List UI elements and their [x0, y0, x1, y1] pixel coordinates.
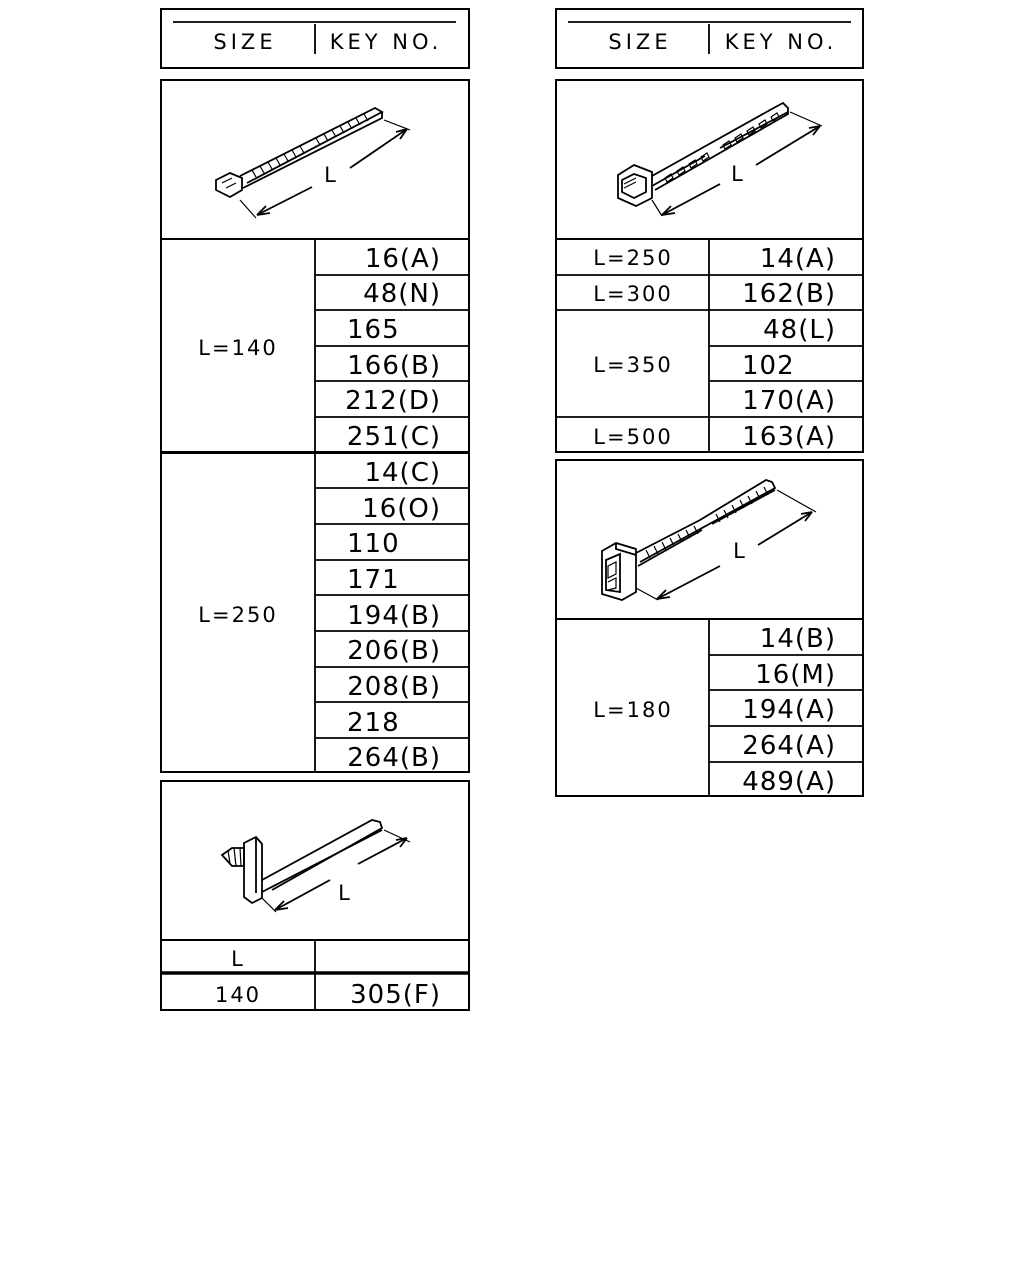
key-cell: 163(A)	[742, 422, 836, 452]
key-cell: 16(M)	[755, 660, 836, 690]
key-cell: 264(B)	[347, 743, 441, 773]
size-cell: L=180	[593, 698, 673, 722]
size-cell: L=250	[593, 246, 673, 270]
cable-tie-mount-drawing	[556, 460, 863, 619]
key-cell: 171	[347, 565, 400, 595]
left-table-l140	[161, 239, 469, 452]
key-cell: 208(B)	[347, 672, 441, 702]
clip-strap-drawing	[161, 781, 469, 940]
key-cell: 212(D)	[345, 386, 441, 416]
key-cell: 48(N)	[363, 279, 441, 309]
size-header-label: SIZE	[608, 30, 672, 54]
key-cell: 16(A)	[364, 244, 441, 274]
dimension-label: L	[733, 539, 747, 563]
key-cell: 218	[347, 708, 400, 738]
key-cell: 14(B)	[759, 624, 836, 654]
key-cell: 14(C)	[364, 458, 441, 488]
key-cell: 48(L)	[763, 315, 836, 345]
right-table-mount	[556, 619, 863, 797]
dimension-label: L	[731, 162, 745, 186]
key-cell: 110	[347, 529, 400, 559]
size-cell: L=500	[593, 425, 673, 449]
right-size-header	[556, 9, 863, 68]
size-cell: L=250	[198, 603, 278, 627]
key-cell: 165	[347, 315, 400, 345]
key-cell: 194(A)	[742, 695, 836, 725]
key-cell: 16(O)	[362, 494, 441, 524]
dimension-label: L	[324, 163, 338, 187]
cable-tie-heavy-drawing	[556, 80, 863, 239]
key-cell: 194(B)	[347, 601, 441, 631]
size-cell: L=300	[593, 282, 673, 306]
key-cell: 14(A)	[759, 244, 836, 274]
key-cell: 170(A)	[742, 386, 836, 416]
key-cell: 489(A)	[742, 767, 836, 797]
key-cell: 162(B)	[742, 279, 836, 309]
size-header-label: SIZE	[213, 30, 277, 54]
key-cell: 206(B)	[347, 636, 441, 666]
key-cell: 102	[742, 351, 795, 381]
key-cell: 264(A)	[742, 731, 836, 761]
key-header-label: KEY NO.	[724, 30, 838, 54]
key-cell: 166(B)	[347, 351, 441, 381]
column-header-l: L	[231, 947, 245, 971]
key-cell: 251(C)	[346, 422, 441, 452]
size-cell: L=350	[593, 353, 673, 377]
size-cell: 140	[214, 983, 262, 1007]
left-size-header	[161, 9, 469, 68]
size-cell: L=140	[198, 336, 278, 360]
right-table-heavy	[556, 239, 863, 452]
key-cell: 305(F)	[350, 980, 441, 1010]
left-table-l250	[161, 453, 469, 773]
dimension-label: L	[338, 881, 352, 905]
left-table-clip	[161, 940, 469, 1010]
cable-tie-short-drawing	[161, 80, 469, 239]
key-header-label: KEY NO.	[329, 30, 443, 54]
